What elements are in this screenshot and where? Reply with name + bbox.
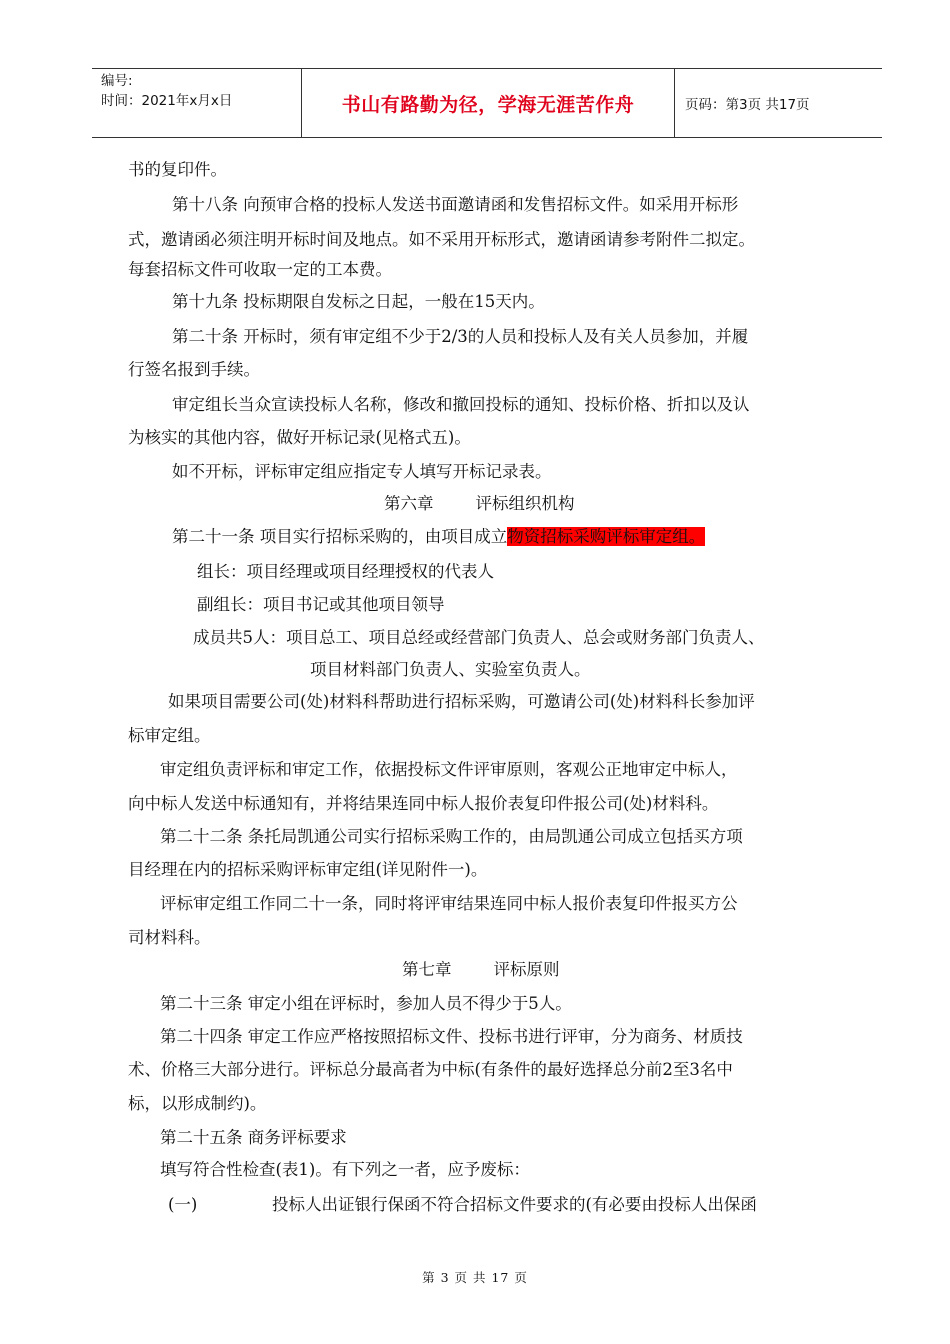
paragraph-line: 第十九条 投标期限自发标之日起，一般在15天内。 bbox=[172, 292, 545, 311]
paragraph-line: 审定组负责评标和审定工作，依据投标文件评审原则，客观公正地审定中标人， bbox=[160, 760, 738, 779]
paragraph-line bbox=[172, 525, 705, 549]
paragraph-line: 项目材料部门负责人、实验室负责人。 bbox=[310, 660, 591, 679]
page-footer: 第 3 页 共 17 页 bbox=[422, 1270, 528, 1285]
paragraph-text: 第二十一条 项目实行招标采购的，由项目成立 bbox=[172, 527, 508, 546]
doc-number-label: 编号: bbox=[101, 73, 133, 89]
paragraph-line: 为核实的其他内容，做好开标记录(见格式五)。 bbox=[128, 428, 471, 447]
paragraph-line: 第二十三条 审定小组在评标时，参加人员不得少于5人。 bbox=[160, 994, 572, 1013]
header-motto: 书山有路勤为径，学海无涯苦作舟 bbox=[302, 69, 675, 137]
paragraph-line: 填写符合性检查(表1)。有下列之一者，应予废标： bbox=[160, 1160, 530, 1179]
paragraph-line: 组长：项目经理或项目经理授权的代表人 bbox=[197, 562, 494, 581]
header-page-info: 页码：第3页 共17页 bbox=[685, 97, 810, 113]
paragraph-line: 式，邀请函必须注明开标时间及地点。如不采用开标形式，邀请函请参考附件二拟定。 bbox=[128, 230, 755, 249]
paragraph-line: 审定组长当众宣读投标人名称，修改和撤回投标的通知、投标价格、折扣以及认 bbox=[172, 395, 750, 414]
chapter-heading: 第六章 评标组织机构 bbox=[384, 494, 575, 513]
list-item-text: 投标人出证银行保函不符合招标文件要求的(有必要由投标人出保函 bbox=[272, 1195, 757, 1214]
paragraph-line: 如果项目需要公司(处)材料科帮助进行招标采购，可邀请公司(处)材料科长参加评 bbox=[168, 692, 755, 711]
page-header bbox=[92, 68, 882, 138]
header-meta bbox=[92, 69, 302, 137]
paragraph-line: 每套招标文件可收取一定的工本费。 bbox=[128, 260, 392, 279]
paragraph-line: 第二十二条 条托局凯通公司实行招标采购工作的，由局凯通公司成立包括买方项 bbox=[160, 827, 743, 846]
paragraph-line: 行签名报到手续。 bbox=[128, 360, 260, 379]
list-item-number: (一) bbox=[168, 1195, 198, 1214]
paragraph-line: 司材料科。 bbox=[128, 928, 211, 947]
paragraph-line: 第二十条 开标时，须有审定组不少于2/3的人员和投标人及有关人员参加，并履 bbox=[172, 327, 749, 346]
paragraph-line: 目经理在内的招标采购评标审定组(详见附件一)。 bbox=[128, 860, 488, 879]
chapter-heading: 第七章 评标原则 bbox=[402, 960, 560, 979]
paragraph-line: 第二十四条 审定工作应严格按照招标文件、投标书进行评审，分为商务、材质技 bbox=[160, 1027, 743, 1046]
paragraph-line: 评标审定组工作同二十一条，同时将评审结果连同中标人报价表复印件报买方公 bbox=[160, 894, 738, 913]
paragraph-line: 第十八条 向预审合格的投标人发送书面邀请函和发售招标文件。如采用开标形 bbox=[172, 195, 739, 214]
paragraph-line: 向中标人发送中标通知有，并将结果连同中标人报价表复印件报公司(处)材料科。 bbox=[128, 794, 719, 813]
paragraph-line: 副组长：项目书记或其他项目领导 bbox=[197, 595, 445, 614]
paragraph-line: 标，以形成制约)。 bbox=[128, 1094, 267, 1113]
paragraph-line: 术、价格三大部分进行。评标总分最高者为中标(有条件的最好选择总分前2至3名中 bbox=[128, 1060, 733, 1079]
highlighted-text: 物资招标采购评标审定组。 bbox=[507, 527, 706, 546]
paragraph-line: 标审定组。 bbox=[128, 726, 211, 745]
paragraph-line: 成员共5人：项目总工、项目总经或经营部门负责人、总会或财务部门负责人、 bbox=[193, 628, 765, 647]
paragraph-line: 书的复印件。 bbox=[128, 160, 227, 179]
paragraph-line: 第二十五条 商务评标要求 bbox=[160, 1128, 347, 1147]
paragraph-line: 如不开标，评标审定组应指定专人填写开标记录表。 bbox=[172, 462, 552, 481]
doc-time-label: 时间：2021年x月x日 bbox=[101, 93, 233, 109]
